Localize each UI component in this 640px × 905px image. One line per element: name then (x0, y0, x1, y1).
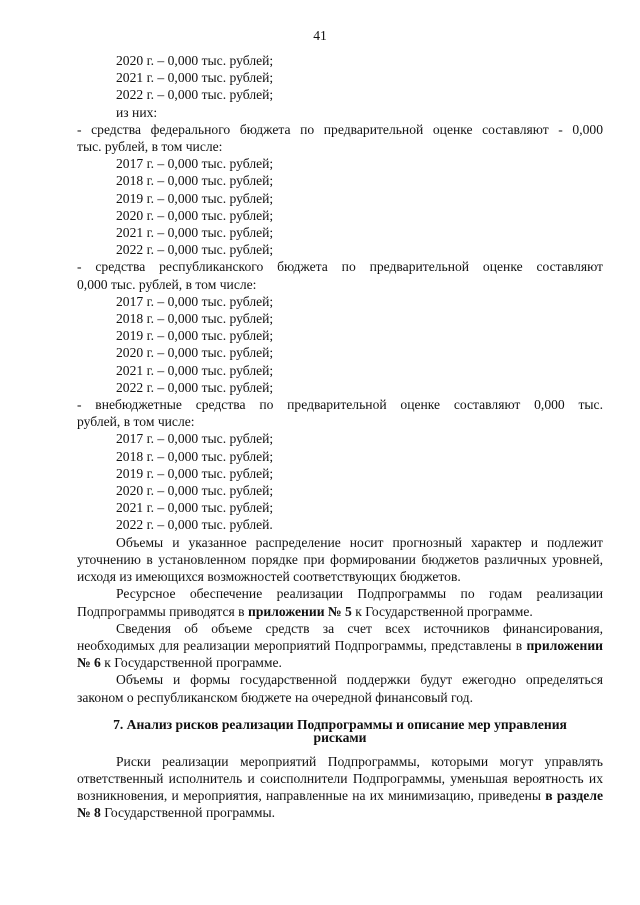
document-body (77, 52, 603, 822)
republic-budget-line1: - средства республиканского бюджета по предварительной оценке составляют (77, 259, 603, 275)
paragraph-text: Риски реализации мероприятий Подпрограммы, которыми могут управлять ответственный исполнитель и соисполнители Подпрограммы, уменьшая вероятность их возникновения, и мероприятия, направленные на их минимизацию, приведены (77, 753, 603, 804)
paragraph-support: Объемы и формы государственной поддержки будут ежегодно определяться законом о республиканском бюджете на очередной финансовый год. (77, 672, 603, 705)
year-line: 2020 г. – 0,000 тыс. рублей; (116, 483, 274, 499)
section-8-ref: в разделе № 8 (77, 788, 603, 821)
year-line: 2017 г. – 0,000 тыс. рублей; (116, 431, 274, 447)
iz-nih-label: из них: (116, 104, 158, 120)
year-line: 2018 г. – 0,000 тыс. рублей; (116, 311, 274, 327)
year-line: 2020 г. – 0,000 тыс. рублей; (116, 345, 274, 361)
section-7-heading (77, 718, 603, 744)
heading-line: рисками (313, 729, 367, 745)
paragraph-text: к Государственной программе. (351, 603, 533, 619)
heading-line: 7. Анализ рисков реализации Подпрограммы и описание мер управления (113, 716, 567, 732)
year-line: 2021 г. – 0,000 тыс. рублей; (116, 362, 274, 378)
federal-budget-line2: тыс. рублей, в том числе: (77, 139, 223, 155)
year-line: 2021 г. – 0,000 тыс. рублей; (116, 500, 274, 516)
extrabudget-line2: рублей, в том числе: (77, 414, 195, 430)
appendix-5-ref: приложении № 5 (248, 603, 352, 619)
year-line: 2021 г. – 0,000 тыс. рублей; (116, 70, 274, 86)
paragraph-sources (77, 620, 603, 672)
year-line: 2018 г. – 0,000 тыс. рублей; (116, 173, 274, 189)
page-number: 41 (313, 28, 327, 43)
year-line: 2018 г. – 0,000 тыс. рублей; (116, 448, 274, 464)
year-line: 2019 г. – 0,000 тыс. рублей; (116, 328, 274, 344)
appendix-6-ref: приложении № 6 (77, 637, 603, 671)
paragraph-text: к Государственной программе. (100, 655, 282, 671)
year-line: 2017 г. – 0,000 тыс. рублей; (116, 156, 274, 172)
paragraph-text: Государственной программы. (100, 805, 275, 821)
year-line: 2017 г. – 0,000 тыс. рублей; (116, 293, 274, 309)
paragraph-risks (77, 753, 603, 822)
year-line: 2022 г. – 0,000 тыс. рублей; (116, 87, 274, 103)
extrabudget-line1: - внебюджетные средства по предварительной оценке составляют 0,000 тыс. (77, 397, 603, 413)
year-line: 2020 г. – 0,000 тыс. рублей; (116, 53, 274, 68)
federal-budget-line1: - средства федерального бюджета по предварительной оценке составляют - 0,000 (77, 121, 603, 137)
year-line: 2022 г. – 0,000 тыс. рублей; (116, 379, 274, 395)
paragraph-forecast: Объемы и указанное распределение носит прогнозный характер и подлежит уточнению в установленном порядке при формировании бюджетов различных уровней, исходя из имеющихся возможностей соответствующих бюджетов. (77, 534, 603, 585)
year-line: 2022 г. – 0,000 тыс. рублей; (116, 242, 274, 258)
paragraph-text: Сведения об объеме средств за счет всех источников финансирования, необходимых для реализации мероприятий Подпрограммы, представлены в (77, 620, 603, 653)
year-line: 2019 г. – 0,000 тыс. рублей; (116, 190, 274, 206)
paragraph-resources (77, 585, 603, 619)
paragraph-text: Ресурсное обеспечение реализации Подпрограммы по годам реализации Подпрограммы приводятся в (77, 586, 603, 619)
republic-budget-line2: 0,000 тыс. рублей, в том числе: (77, 276, 257, 292)
year-line: 2022 г. – 0,000 тыс. рублей. (116, 517, 273, 533)
year-line: 2021 г. – 0,000 тыс. рублей; (116, 225, 274, 241)
year-line: 2019 г. – 0,000 тыс. рублей; (116, 465, 274, 481)
year-line: 2020 г. – 0,000 тыс. рублей; (116, 207, 274, 223)
